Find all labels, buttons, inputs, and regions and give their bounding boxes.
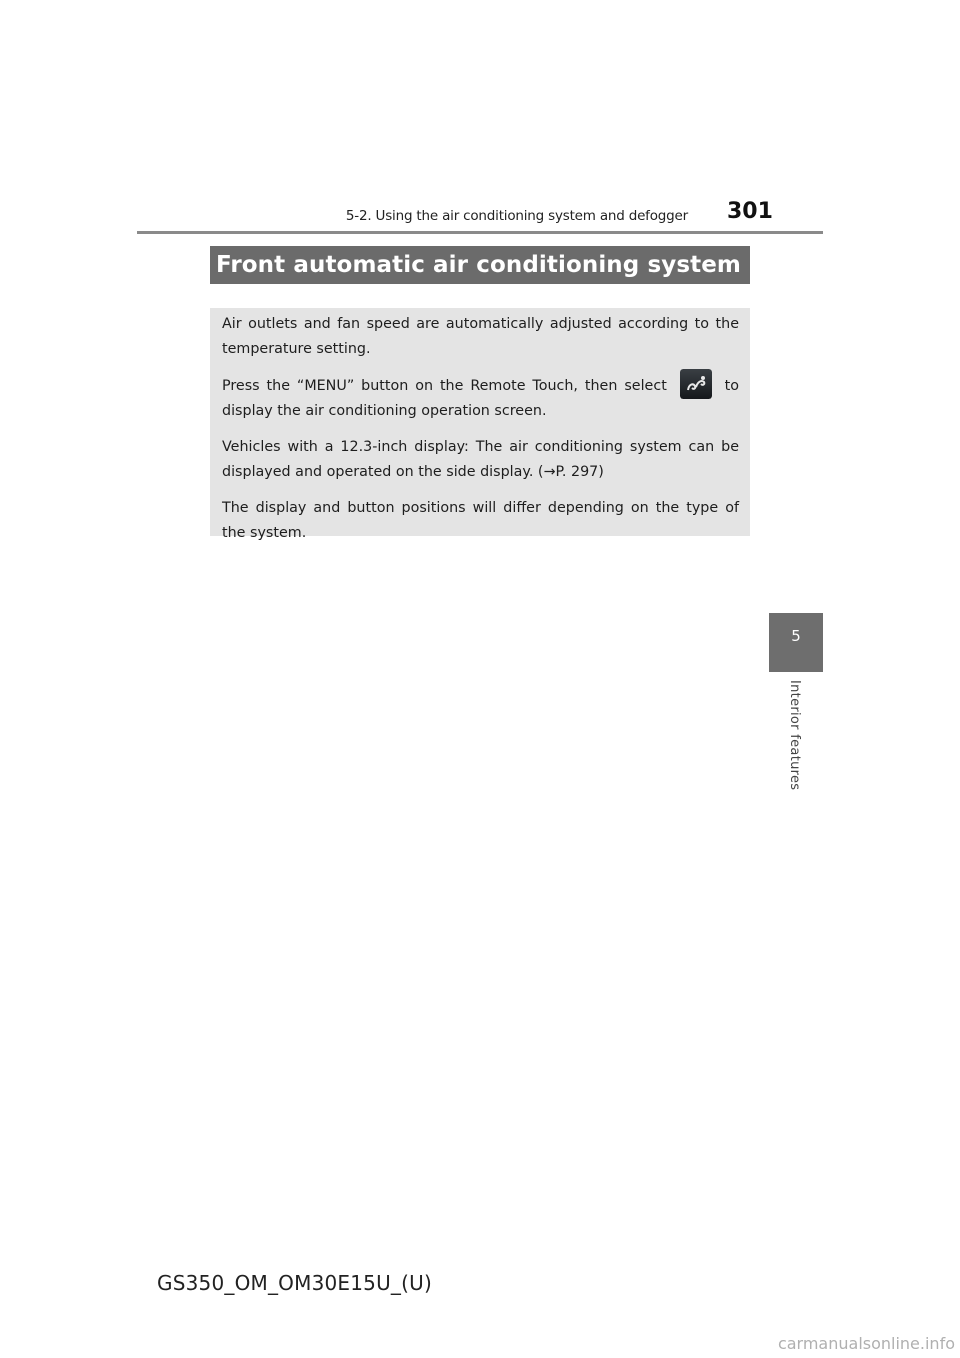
chapter-number: 5 bbox=[791, 627, 801, 645]
info-paragraph-side-display bbox=[222, 435, 739, 485]
page-number: 301 bbox=[727, 199, 773, 224]
menu-instruction-text-end: to display the air conditioning operation screen. bbox=[222, 378, 740, 419]
manual-code: GS350_OM_OM30E15U_(U) bbox=[157, 1271, 432, 1295]
header-divider bbox=[137, 231, 823, 234]
info-box bbox=[210, 308, 750, 541]
info-paragraph-variation: The display and button positions will differ depending on the type of the system. bbox=[222, 500, 739, 541]
running-header-title: 5-2. Using the air conditioning system and defogger bbox=[345, 208, 688, 224]
climate-control-icon bbox=[680, 369, 712, 399]
chapter-label: Interior features bbox=[787, 680, 802, 791]
section-title: Front automatic air conditioning system bbox=[210, 246, 750, 284]
page-reference-link[interactable]: P. 297) bbox=[555, 464, 604, 480]
menu-instruction-text: Press the “MENU” button on the Remote Touch, then select bbox=[222, 378, 667, 394]
info-paragraph-menu bbox=[222, 373, 739, 424]
info-paragraph-outlets: Air outlets and fan speed are automatically adjusted according to the temperature setting. bbox=[222, 316, 739, 357]
side-display-text: Vehicles with a 12.3-inch display: The air conditioning system can be displayed and operated on the side display. ( bbox=[222, 439, 739, 480]
reference-arrow-icon: → bbox=[543, 464, 556, 480]
watermark: carmanualsonline.info bbox=[777, 1334, 955, 1353]
chapter-tab bbox=[769, 613, 823, 672]
